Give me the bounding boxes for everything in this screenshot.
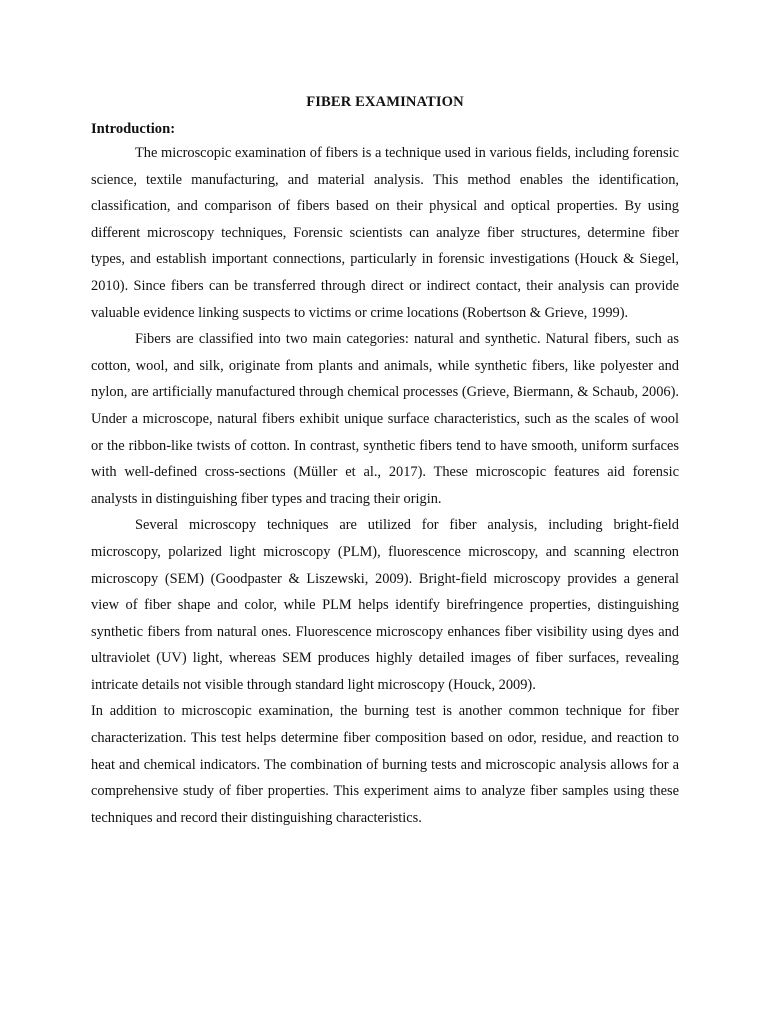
paragraph-burning-test: In addition to microscopic examination, the burning test is another common technique for fiber characterization. This test helps determine fiber composition based on odor, residue, and reaction to heat and chemical indicators. The combination of burning tests and microscopic analysis allows for a comprehensive study of fiber properties. This experiment aims to analyze fiber samples using these techniques and record their distinguishing characteristics.: [91, 703, 679, 826]
document-title: FIBER EXAMINATION: [306, 94, 464, 110]
paragraph-intro: The microscopic examination of fibers is a technique used in various fields, including forensic science, textile manufacturing, and material analysis. This method enables the identification, classification, and comparison of fibers based on their physical and optical properties. By using different microscopy techniques, Forensic scientists can analyze fiber structures, determine fiber types, and establish important connections, particularly in forensic investigations (Houck & Siegel, 2010). Since fibers can be transferred through direct or indirect contact, their analysis can provide valuable evidence linking suspects to victims or crime locations (Robertson & Grieve, 1999).: [91, 145, 679, 321]
paragraph-microscopy-techniques: Several microscopy techniques are utilized for fiber analysis, including bright-field microscopy, polarized light microscopy (PLM), fluorescence microscopy, and scanning electron microscopy (SEM) (Goodpaster & Liszewski, 2009). Bright-field microscopy provides a general view of fiber shape and color, while PLM helps identify birefringence properties, distinguishing synthetic fibers from natural ones. Fluorescence microscopy enhances fiber visibility using dyes and ultraviolet (UV) light, whereas SEM produces highly detailed images of fiber surfaces, revealing intricate details not visible through standard light microscopy (Houck, 2009).: [91, 517, 679, 693]
paragraph-fiber-categories: Fibers are classified into two main categories: natural and synthetic. Natural fibers, such as cotton, wool, and silk, originate from plants and animals, while synthetic fibers, like polyester and nylon, are artificially manufactured through chemical processes (Grieve, Biermann, & Schaub, 2006). Under a microscope, natural fibers exhibit unique surface characteristics, such as the scales of wool or the ribbon-like twists of cotton. In contrast, synthetic fibers tend to have smooth, uniform surfaces with well-defined cross-sections (Müller et al., 2017). These microscopic features aid forensic analysts in distinguishing fiber types and tracing their origin.: [91, 331, 679, 507]
section-heading: Introduction:: [91, 121, 176, 137]
document-page: [91, 92, 679, 831]
